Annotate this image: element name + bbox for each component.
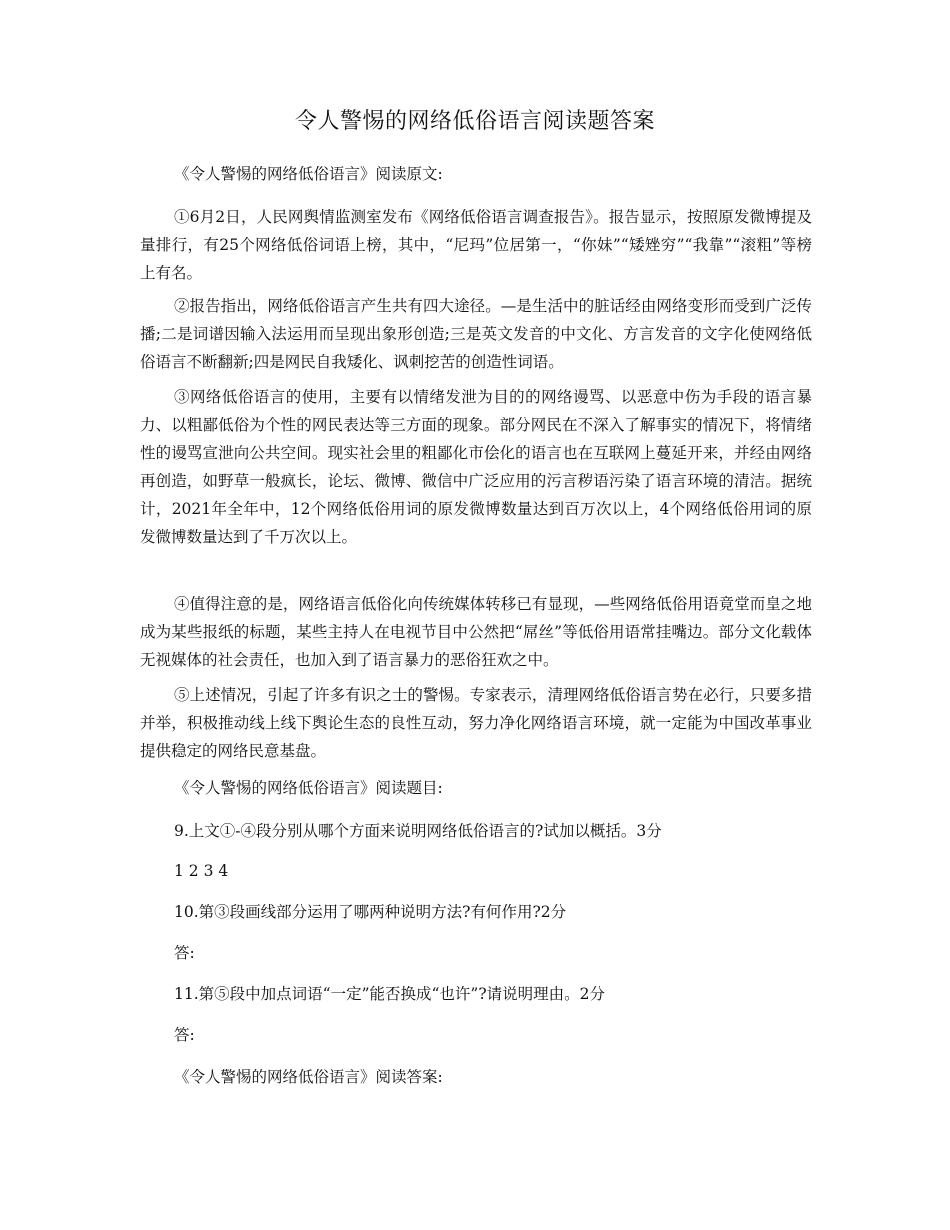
question-10: 10.第③段画线部分运用了哪两种说明方法?有何作用?2分	[174, 903, 567, 921]
questions-heading: 《令人警惕的网络低俗语言》阅读题目:	[174, 779, 443, 797]
paragraph-2: ②报告指出，网络低俗语言产生共有四大途径。—是生活中的脏话经由网络变形而受到广泛传播;二是词谱因输入法运用而呈现出象形创造;三是英文发音的中文化、方言发音的文字化使网络低俗语言不断翻新;四是网民自我矮化、讽刺挖苦的创造性词语。	[140, 297, 812, 371]
question-11: 11.第⑤段中加点词语“一定”能否换成“也许”?请说明理由。2分	[174, 985, 606, 1003]
original-text-heading: 《令人警惕的网络低俗语言》阅读原文:	[174, 165, 443, 183]
paragraph-4: ④值得注意的是，网络语言低俗化向传统媒体转移已有显现，—些网络低俗用语竟堂而皇之地成为某些报纸的标题，某些主持人在电视节目中公然把“屌丝”等低俗用语常挂嘴边。部分文化载体无视媒体的社会责任，也加入到了语言暴力的恶俗狂欢之中。	[140, 595, 812, 669]
question-9-answer-blanks: 1 2 3 4	[174, 862, 229, 880]
answer-label-2: 答:	[174, 1026, 195, 1044]
paragraph-1: ①6月2日，人民网舆情监测室发布《网络低俗语言调查报告》。报告显示，按照原发微博提及量排行，有25个网络低俗词语上榜，其中，“尼玛”位居第一，“你妹”“矮矬穷”“我靠”“滚粗”等榜上有名。	[140, 208, 812, 282]
answers-heading: 《令人警惕的网络低俗语言》阅读答案:	[174, 1068, 443, 1086]
paragraph-3: ③网络低俗语言的使用，主要有以情绪发泄为目的的网络谩骂、以恶意中伤为手段的语言暴力、以粗鄙低俗为个性的网民表达等三方面的现象。部分网民在不深入了解事实的情况下，将情绪性的谩骂宣泄向公共空间。现实社会里的粗鄙化市侩化的语言也在互联网上蔓延开来，并经由网络再创造，如野草一般疯长，论坛、微博、微信中广泛应用的污言秽语污染了语言环境的清洁。据统计，2021年全年中，12个网络低俗用词的原发微博数量达到百万次以上，4个网络低俗用词的原发微博数量达到了千万次以上。	[140, 388, 812, 546]
document-title: 令人警惕的网络低俗语言阅读题答案	[294, 109, 655, 134]
answer-label-1: 答:	[174, 944, 195, 962]
question-9: 9.上文①-④段分别从哪个方面来说明网络低俗语言的?试加以概括。3分	[174, 822, 662, 840]
paragraph-5: ⑤上述情况，引起了许多有识之士的警惕。专家表示，清理网络低俗语言势在必行，只要多措并举，积极推动线上线下舆论生态的良性互动，努力净化网络语言环境，就一定能为中国改革事业提供稳定的网络民意基盘。	[140, 686, 812, 760]
